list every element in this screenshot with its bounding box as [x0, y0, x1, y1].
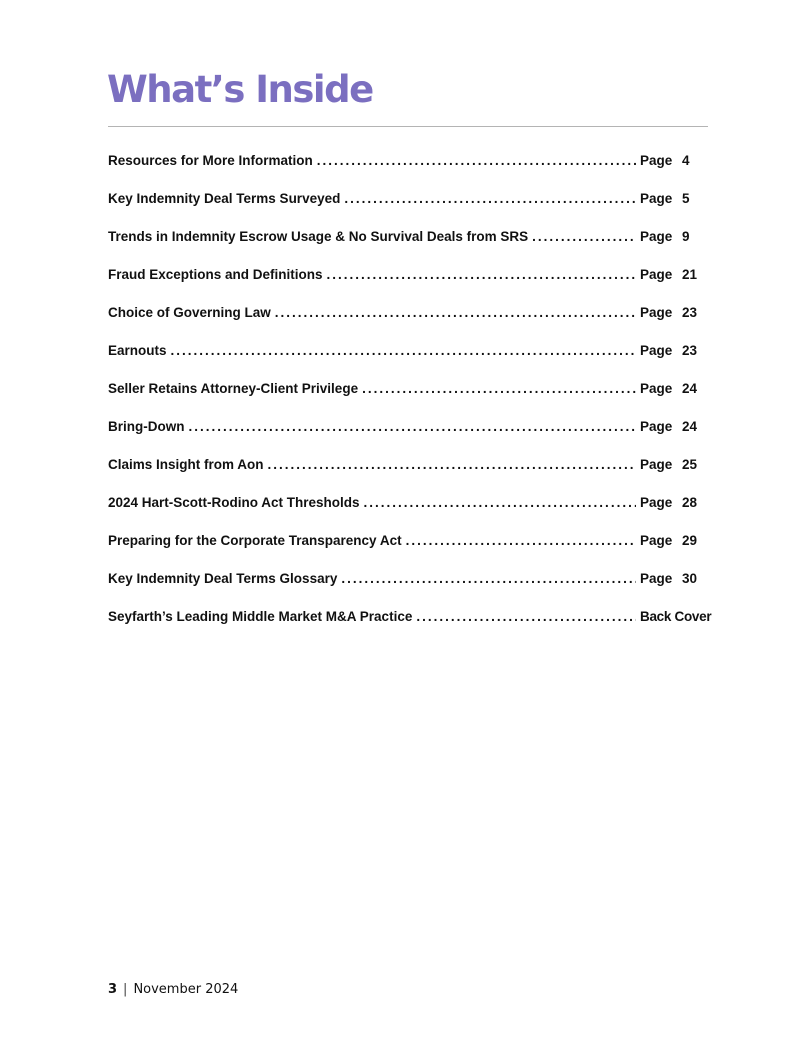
toc-page-word: Page [640, 229, 673, 244]
title-divider [108, 126, 708, 127]
toc-dot-leader [416, 602, 636, 632]
toc-item-label: Earnouts [108, 343, 167, 358]
toc-item-label: Preparing for the Corporate Transparency Act [108, 533, 402, 548]
toc-item-label: Seller Retains Attorney-Client Privilege [108, 381, 359, 396]
toc-page-number: 9 [682, 229, 690, 244]
table-of-contents [108, 146, 714, 640]
toc-page-word: Back Cover [640, 609, 712, 624]
footer-date: November 2024 [133, 982, 239, 997]
toc-page-ref [640, 412, 714, 442]
toc-item-label: 2024 Hart-Scott-Rodino Act Thresholds [108, 495, 360, 510]
toc-page-ref [640, 146, 714, 176]
toc-dot-leader [341, 564, 636, 594]
toc-page-word: Page [640, 457, 673, 472]
toc-page-ref [640, 602, 714, 632]
toc-page-word: Page [640, 343, 673, 358]
toc-page-number: 5 [682, 191, 690, 206]
toc-item-label: Choice of Governing Law [108, 305, 271, 320]
toc-page-number: 21 [682, 267, 698, 282]
toc-dot-leader [532, 222, 636, 252]
toc-dot-leader [364, 488, 636, 518]
toc-page-word: Page [640, 381, 673, 396]
toc-page-number: 23 [682, 305, 698, 320]
toc-item-label: Key Indemnity Deal Terms Glossary [108, 571, 338, 586]
toc-page-word: Page [640, 191, 673, 206]
toc-dot-leader [406, 526, 636, 556]
toc-dot-leader [344, 184, 636, 214]
toc-item-label: Resources for More Information [108, 153, 313, 168]
toc-page-ref [640, 450, 714, 480]
toc-page-word: Page [640, 153, 673, 168]
toc-page-number: 25 [682, 457, 698, 472]
page-footer [108, 982, 238, 997]
toc-page-word: Page [640, 571, 673, 586]
footer-page-number: 3 [108, 982, 118, 997]
toc-page-word: Page [640, 305, 673, 320]
toc-page-ref [640, 374, 714, 404]
toc-page-word: Page [640, 419, 673, 434]
toc-dot-leader [327, 260, 636, 290]
toc-page-ref [640, 298, 714, 328]
toc-dot-leader [268, 450, 636, 480]
toc-item-label: Seyfarth’s Leading Middle Market M&A Practice [108, 609, 413, 624]
toc-page-ref [640, 222, 714, 252]
toc-dot-leader [189, 412, 637, 442]
toc-item-attorney-client-privilege[interactable] [108, 374, 714, 412]
page-title: What’s Inside [107, 68, 373, 111]
toc-item-label: Trends in Indemnity Escrow Usage & No Survival Deals from SRS [108, 229, 529, 244]
toc-item-glossary[interactable] [108, 564, 714, 602]
toc-page-number: 28 [682, 495, 698, 510]
toc-page-word: Page [640, 533, 673, 548]
toc-dot-leader [317, 146, 636, 176]
toc-item-hsr-thresholds[interactable] [108, 488, 714, 526]
toc-item-label: Fraud Exceptions and Definitions [108, 267, 323, 282]
toc-page-number: 23 [682, 343, 698, 358]
toc-page-ref [640, 184, 714, 214]
toc-item-seyfarth-practice[interactable] [108, 602, 714, 640]
toc-item-corporate-transparency-act[interactable] [108, 526, 714, 564]
toc-page-ref [640, 260, 714, 290]
toc-item-claims-insight[interactable] [108, 450, 714, 488]
toc-page-number: 4 [682, 153, 690, 168]
toc-page-ref [640, 564, 714, 594]
toc-page-number: 24 [682, 419, 698, 434]
footer-separator: | [123, 982, 128, 997]
toc-item-bring-down[interactable] [108, 412, 714, 450]
toc-page-number: 30 [682, 571, 698, 586]
toc-item-deal-terms-surveyed[interactable] [108, 184, 714, 222]
toc-dot-leader [275, 298, 636, 328]
toc-item-label: Claims Insight from Aon [108, 457, 264, 472]
toc-page-word: Page [640, 267, 673, 282]
toc-item-fraud-exceptions[interactable] [108, 260, 714, 298]
toc-dot-leader [362, 374, 636, 404]
toc-page-word: Page [640, 495, 673, 510]
toc-page-ref [640, 488, 714, 518]
toc-item-label: Key Indemnity Deal Terms Surveyed [108, 191, 341, 206]
toc-page-ref [640, 336, 714, 366]
toc-item-label: Bring-Down [108, 419, 185, 434]
toc-dot-leader [171, 336, 636, 366]
toc-page-number: 29 [682, 533, 698, 548]
toc-item-resources[interactable] [108, 146, 714, 184]
toc-page-number: 24 [682, 381, 698, 396]
toc-item-earnouts[interactable] [108, 336, 714, 374]
toc-page-ref [640, 526, 714, 556]
toc-item-governing-law[interactable] [108, 298, 714, 336]
toc-item-escrow-trends[interactable] [108, 222, 714, 260]
